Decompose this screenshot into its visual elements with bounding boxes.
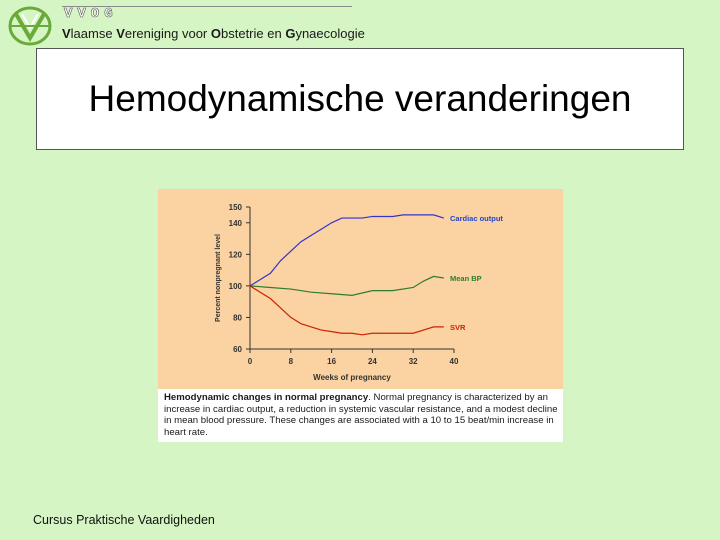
organization-name-part: O — [210, 26, 221, 41]
footer-part: V — [137, 513, 146, 527]
caption-part: Hemodynamic changes in normal pregnancy — [164, 392, 369, 403]
hemodynamics-figure — [158, 189, 563, 442]
slide-title-box — [36, 48, 684, 150]
x-tick-label: 40 — [449, 357, 459, 366]
organization-name-part: ynaecologie — [295, 26, 365, 41]
organization-name-part: laamse — [70, 26, 117, 41]
organization-name-part: ereniging voor — [124, 26, 211, 41]
organization-name-part: G — [285, 26, 296, 41]
chart-panel — [158, 189, 563, 389]
caption-part: . Normal pregnancy is characterized by an increase in cardiac output, a reduction in systemic vascular resistance, and a modest decline in mean blood pressure. These changes are associated with a 10 to 15 beat/min increase in heart rate. — [164, 392, 558, 438]
slide-title: Hemodynamische veranderingen — [88, 78, 632, 119]
series-label: Cardiac output — [450, 214, 503, 224]
organization-name-part: bstetrie en — [221, 26, 286, 41]
y-tick-label: 140 — [228, 218, 242, 228]
organization-name — [62, 26, 365, 41]
figure-caption — [164, 392, 560, 438]
footer-part: C — [33, 513, 43, 527]
series-line-cardiac-output — [250, 215, 444, 286]
y-tick-label: 150 — [228, 203, 242, 212]
series-label: SVR — [450, 322, 466, 332]
series-line-mean-bp — [250, 276, 444, 295]
hemodynamics-chart — [158, 189, 563, 389]
organization-name-part: V — [62, 26, 71, 41]
organization-name-part: V — [116, 26, 125, 41]
vvog-logo — [6, 4, 365, 48]
y-axis-label: Percent nonpregnant level — [215, 234, 222, 322]
y-tick-label: 100 — [228, 281, 242, 291]
footer-part: raktische — [84, 513, 138, 527]
x-tick-label: 16 — [327, 357, 337, 366]
series-label: Mean BP — [450, 274, 482, 283]
footer-part: P — [76, 513, 85, 527]
x-tick-label: 32 — [408, 357, 418, 366]
x-axis-label: Weeks of pregnancy — [313, 373, 391, 382]
course-footer — [33, 513, 215, 527]
vvog-emblem-icon — [6, 4, 58, 48]
y-tick-label: 80 — [233, 313, 242, 323]
x-tick-label: 8 — [288, 357, 294, 366]
footer-part: ursus — [42, 513, 77, 527]
logo-abbrev: VVOG — [64, 6, 118, 22]
y-tick-label: 60 — [233, 345, 242, 354]
y-tick-label: 120 — [228, 250, 242, 260]
footer-part: aardigheden — [145, 513, 215, 527]
x-tick-label: 24 — [367, 357, 377, 366]
x-tick-label: 0 — [247, 357, 253, 366]
series-line-svr — [250, 286, 444, 335]
